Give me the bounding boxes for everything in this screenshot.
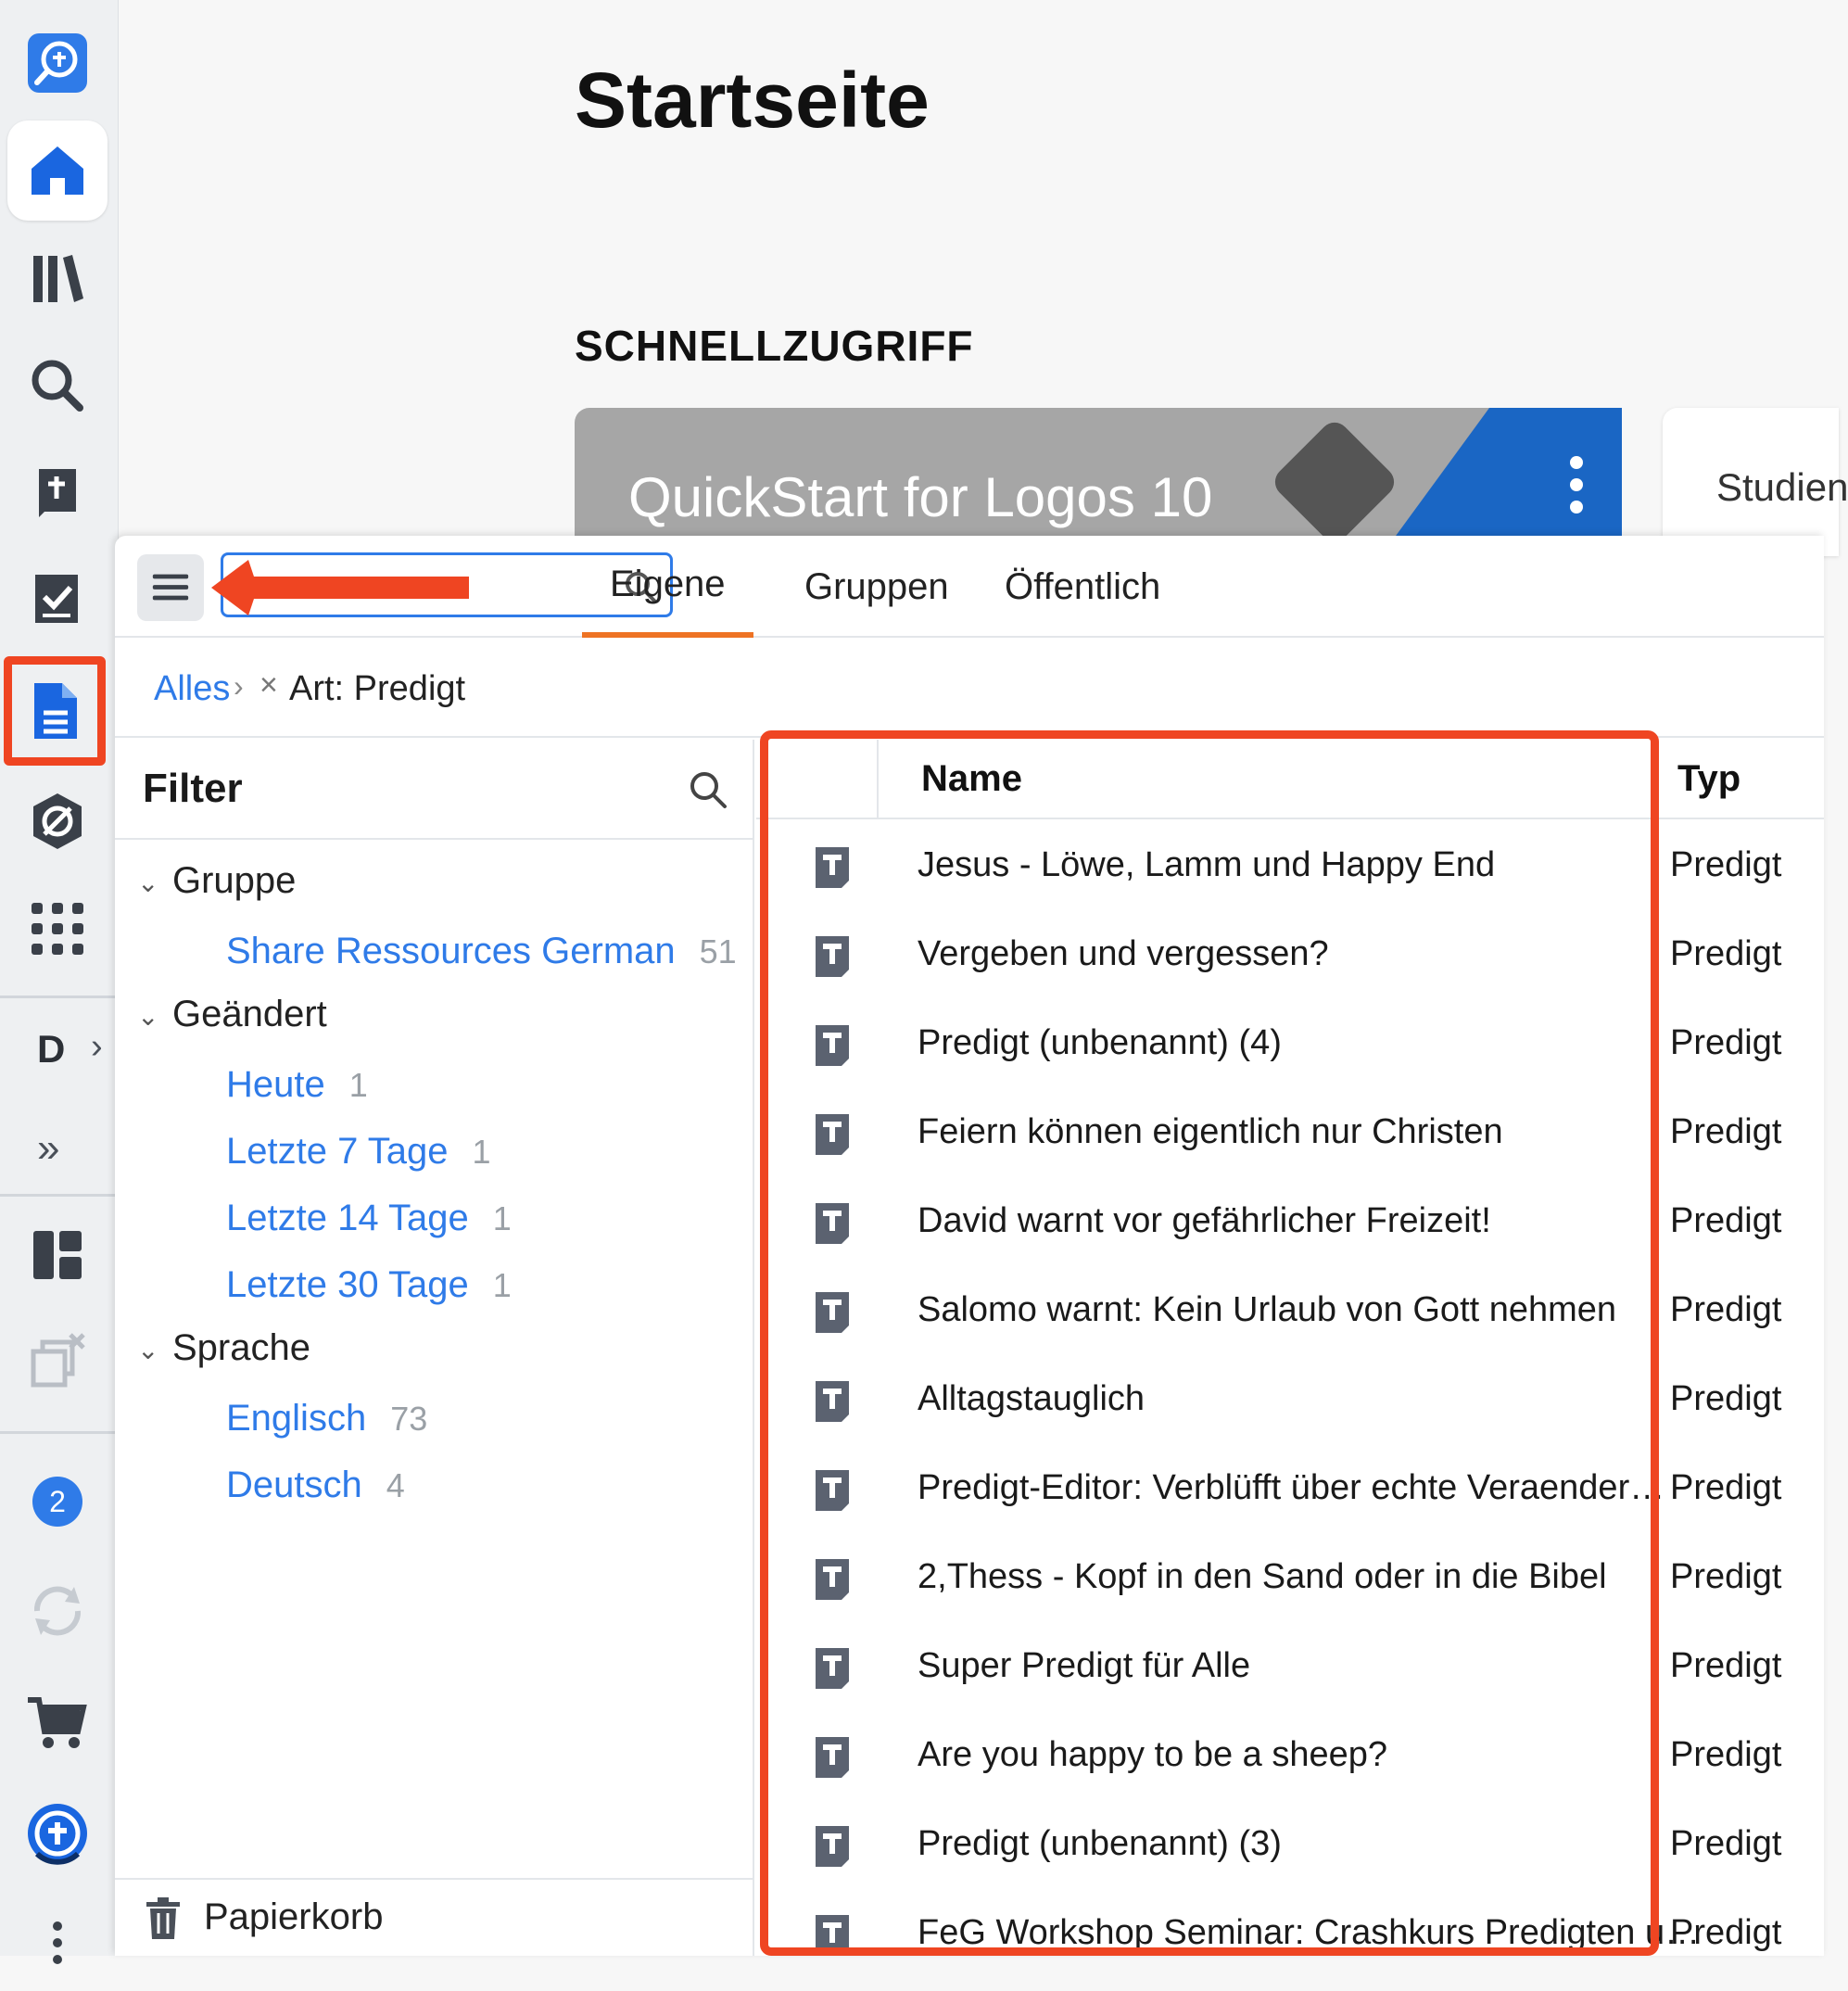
search-icon[interactable] xyxy=(7,336,108,436)
sermon-document-icon xyxy=(814,1288,851,1335)
chevron-down-icon: ⌄ xyxy=(137,1001,159,1031)
filter-item[interactable]: Letzte 14 Tage 1 xyxy=(226,1198,512,1238)
document-name: Predigt-Editor: Verblüfft über echte Veraender… xyxy=(918,1468,1665,1507)
chevron-right-icon[interactable]: › xyxy=(91,1027,103,1066)
document-type: Predigt xyxy=(1670,1468,1782,1507)
sermon-document-icon xyxy=(814,1377,851,1424)
logos-app-icon[interactable] xyxy=(7,1783,108,1883)
table-row[interactable] xyxy=(756,1537,1824,1626)
filter-sidebar xyxy=(115,740,754,1956)
tab-gruppen[interactable]: Gruppen xyxy=(804,565,949,607)
document-name: Are you happy to be a sheep? xyxy=(918,1735,1388,1774)
table-row[interactable] xyxy=(756,914,1824,1003)
cart-icon[interactable] xyxy=(7,1672,108,1772)
table-row[interactable] xyxy=(756,1270,1824,1359)
sermon-document-icon xyxy=(814,1466,851,1513)
menu-button[interactable] xyxy=(137,554,204,621)
table-row[interactable] xyxy=(756,1893,1824,1982)
sermon-document-icon xyxy=(814,1199,851,1246)
table-row[interactable] xyxy=(756,1626,1824,1715)
table-row[interactable] xyxy=(756,825,1824,914)
documents-table xyxy=(756,740,1824,1956)
filter-item[interactable]: Englisch 73 xyxy=(226,1398,428,1439)
document-type: Predigt xyxy=(1670,1913,1782,1952)
notifications-badge[interactable]: 2 xyxy=(7,1452,108,1552)
expand-rail-icon[interactable]: » xyxy=(37,1125,60,1171)
study-card[interactable] xyxy=(1663,408,1848,556)
tab-oeffentlich[interactable]: Öffentlich xyxy=(1005,565,1161,607)
atlas-icon[interactable] xyxy=(7,771,108,871)
filter-group-geaendert[interactable]: ⌄ Geändert xyxy=(137,994,327,1034)
document-name: Jesus - Löwe, Lamm und Happy End xyxy=(918,845,1496,884)
document-name: 2,Thess - Kopf in den Sand oder in die Bibel xyxy=(918,1557,1607,1596)
document-type: Predigt xyxy=(1670,1379,1782,1418)
rail-divider xyxy=(0,1194,119,1197)
filter-item[interactable]: Heute 1 xyxy=(226,1064,368,1105)
layouts-icon[interactable] xyxy=(7,1205,108,1305)
trash-label: Papierkorb xyxy=(204,1896,384,1937)
sermon-document-icon xyxy=(814,1021,851,1068)
filter-item[interactable]: Deutsch 4 xyxy=(226,1465,405,1505)
breadcrumb xyxy=(115,640,1824,738)
document-type: Predigt xyxy=(1670,1290,1782,1329)
table-row[interactable] xyxy=(756,1003,1824,1092)
annotation-arrow-icon xyxy=(204,554,473,621)
document-type: Predigt xyxy=(1670,1023,1782,1062)
document-type: Predigt xyxy=(1670,1112,1782,1151)
document-name: Alltagstauglich xyxy=(918,1379,1146,1418)
card-menu-icon[interactable] xyxy=(1570,456,1583,523)
document-name: Feiern können eigentlich nur Christen xyxy=(918,1112,1503,1151)
sync-icon[interactable] xyxy=(7,1561,108,1661)
breadcrumb-filter-tag: Art: Predigt xyxy=(289,669,466,708)
document-type: Predigt xyxy=(1670,1824,1782,1863)
filter-search-icon[interactable] xyxy=(686,767,730,812)
documents-panel xyxy=(115,536,1824,1956)
trash-link[interactable] xyxy=(115,1878,754,1956)
sermon-document-icon xyxy=(814,1110,851,1157)
left-rail xyxy=(0,0,119,1956)
table-row[interactable] xyxy=(756,1181,1824,1270)
sermon-document-icon xyxy=(814,1822,851,1869)
page-title: Startseite xyxy=(575,57,930,144)
table-row[interactable] xyxy=(756,1448,1824,1537)
study-card-title: Studien xyxy=(1716,465,1848,509)
document-name: Super Predigt für Alle xyxy=(918,1646,1251,1685)
table-row[interactable] xyxy=(756,1092,1824,1181)
profile-letter[interactable]: D xyxy=(37,1027,66,1071)
document-type: Predigt xyxy=(1670,934,1782,973)
filter-item[interactable]: Letzte 7 Tage 1 xyxy=(226,1131,491,1172)
sermon-document-icon xyxy=(814,1911,851,1958)
document-name: FeG Workshop Seminar: Crashkurs Predigten u… xyxy=(918,1913,1701,1952)
document-type: Predigt xyxy=(1670,845,1782,884)
breadcrumb-root[interactable]: Alles xyxy=(154,669,231,708)
tasks-icon[interactable] xyxy=(7,551,108,651)
document-name: Predigt (unbenannt) (3) xyxy=(918,1824,1282,1863)
trash-icon xyxy=(143,1896,184,1941)
sermon-document-icon xyxy=(814,1733,851,1780)
filter-item[interactable]: Letzte 30 Tage 1 xyxy=(226,1264,512,1305)
bible-icon[interactable] xyxy=(7,443,108,543)
quick-access-heading: SCHNELLZUGRIFF xyxy=(575,322,974,370)
rail-divider xyxy=(0,1431,119,1434)
documents-icon[interactable] xyxy=(4,656,106,766)
document-type: Predigt xyxy=(1670,1557,1782,1596)
quickstart-card-title: QuickStart for Logos 10 xyxy=(628,466,1213,528)
library-icon[interactable] xyxy=(7,228,108,328)
card-decoration xyxy=(1269,416,1399,547)
column-header-type[interactable]: Typ xyxy=(1657,740,1824,819)
logos-search-app-icon[interactable] xyxy=(7,13,108,113)
chevron-down-icon: ⌄ xyxy=(137,868,159,897)
document-type: Predigt xyxy=(1670,1201,1782,1240)
table-row[interactable] xyxy=(756,1804,1824,1893)
breadcrumb-separator: › xyxy=(234,669,244,703)
filter-header xyxy=(115,740,754,840)
document-name: Vergeben und vergessen? xyxy=(918,934,1329,973)
apps-grid-icon[interactable] xyxy=(7,879,108,979)
document-type: Predigt xyxy=(1670,1646,1782,1685)
filter-item[interactable]: Share Ressources German 51 xyxy=(226,931,737,971)
filter-title: Filter xyxy=(143,766,243,811)
hamburger-icon xyxy=(149,566,192,609)
document-name: David warnt vor gefährlicher Freizeit! xyxy=(918,1201,1491,1240)
sermon-document-icon xyxy=(814,932,851,979)
remove-filter-icon[interactable]: × xyxy=(259,667,278,703)
chevron-down-icon: ⌄ xyxy=(137,1335,159,1364)
documents-toolbar xyxy=(115,536,1824,638)
sermon-document-icon xyxy=(814,1555,851,1602)
column-header-icon xyxy=(756,740,877,819)
sermon-document-icon xyxy=(814,843,851,890)
document-name: Predigt (unbenannt) (4) xyxy=(918,1023,1282,1062)
more-icon[interactable] xyxy=(7,1891,108,1991)
card-decoration xyxy=(1381,408,1622,556)
column-header-name[interactable]: Name xyxy=(877,740,1655,819)
document-type: Predigt xyxy=(1670,1735,1782,1774)
close-panels-icon[interactable] xyxy=(7,1313,108,1413)
filter-group-sprache[interactable]: ⌄ Sprache xyxy=(137,1327,310,1368)
rail-divider xyxy=(0,996,119,998)
quickstart-card[interactable] xyxy=(575,408,1622,556)
home-icon[interactable] xyxy=(7,120,108,221)
table-row[interactable] xyxy=(756,1359,1824,1448)
filter-group-gruppe[interactable]: ⌄ Gruppe xyxy=(137,860,297,901)
tab-eigene[interactable]: Eigene xyxy=(582,536,753,638)
document-name: Salomo warnt: Kein Urlaub von Gott nehmen xyxy=(918,1290,1617,1329)
table-row[interactable] xyxy=(756,1715,1824,1804)
sermon-document-icon xyxy=(814,1644,851,1691)
